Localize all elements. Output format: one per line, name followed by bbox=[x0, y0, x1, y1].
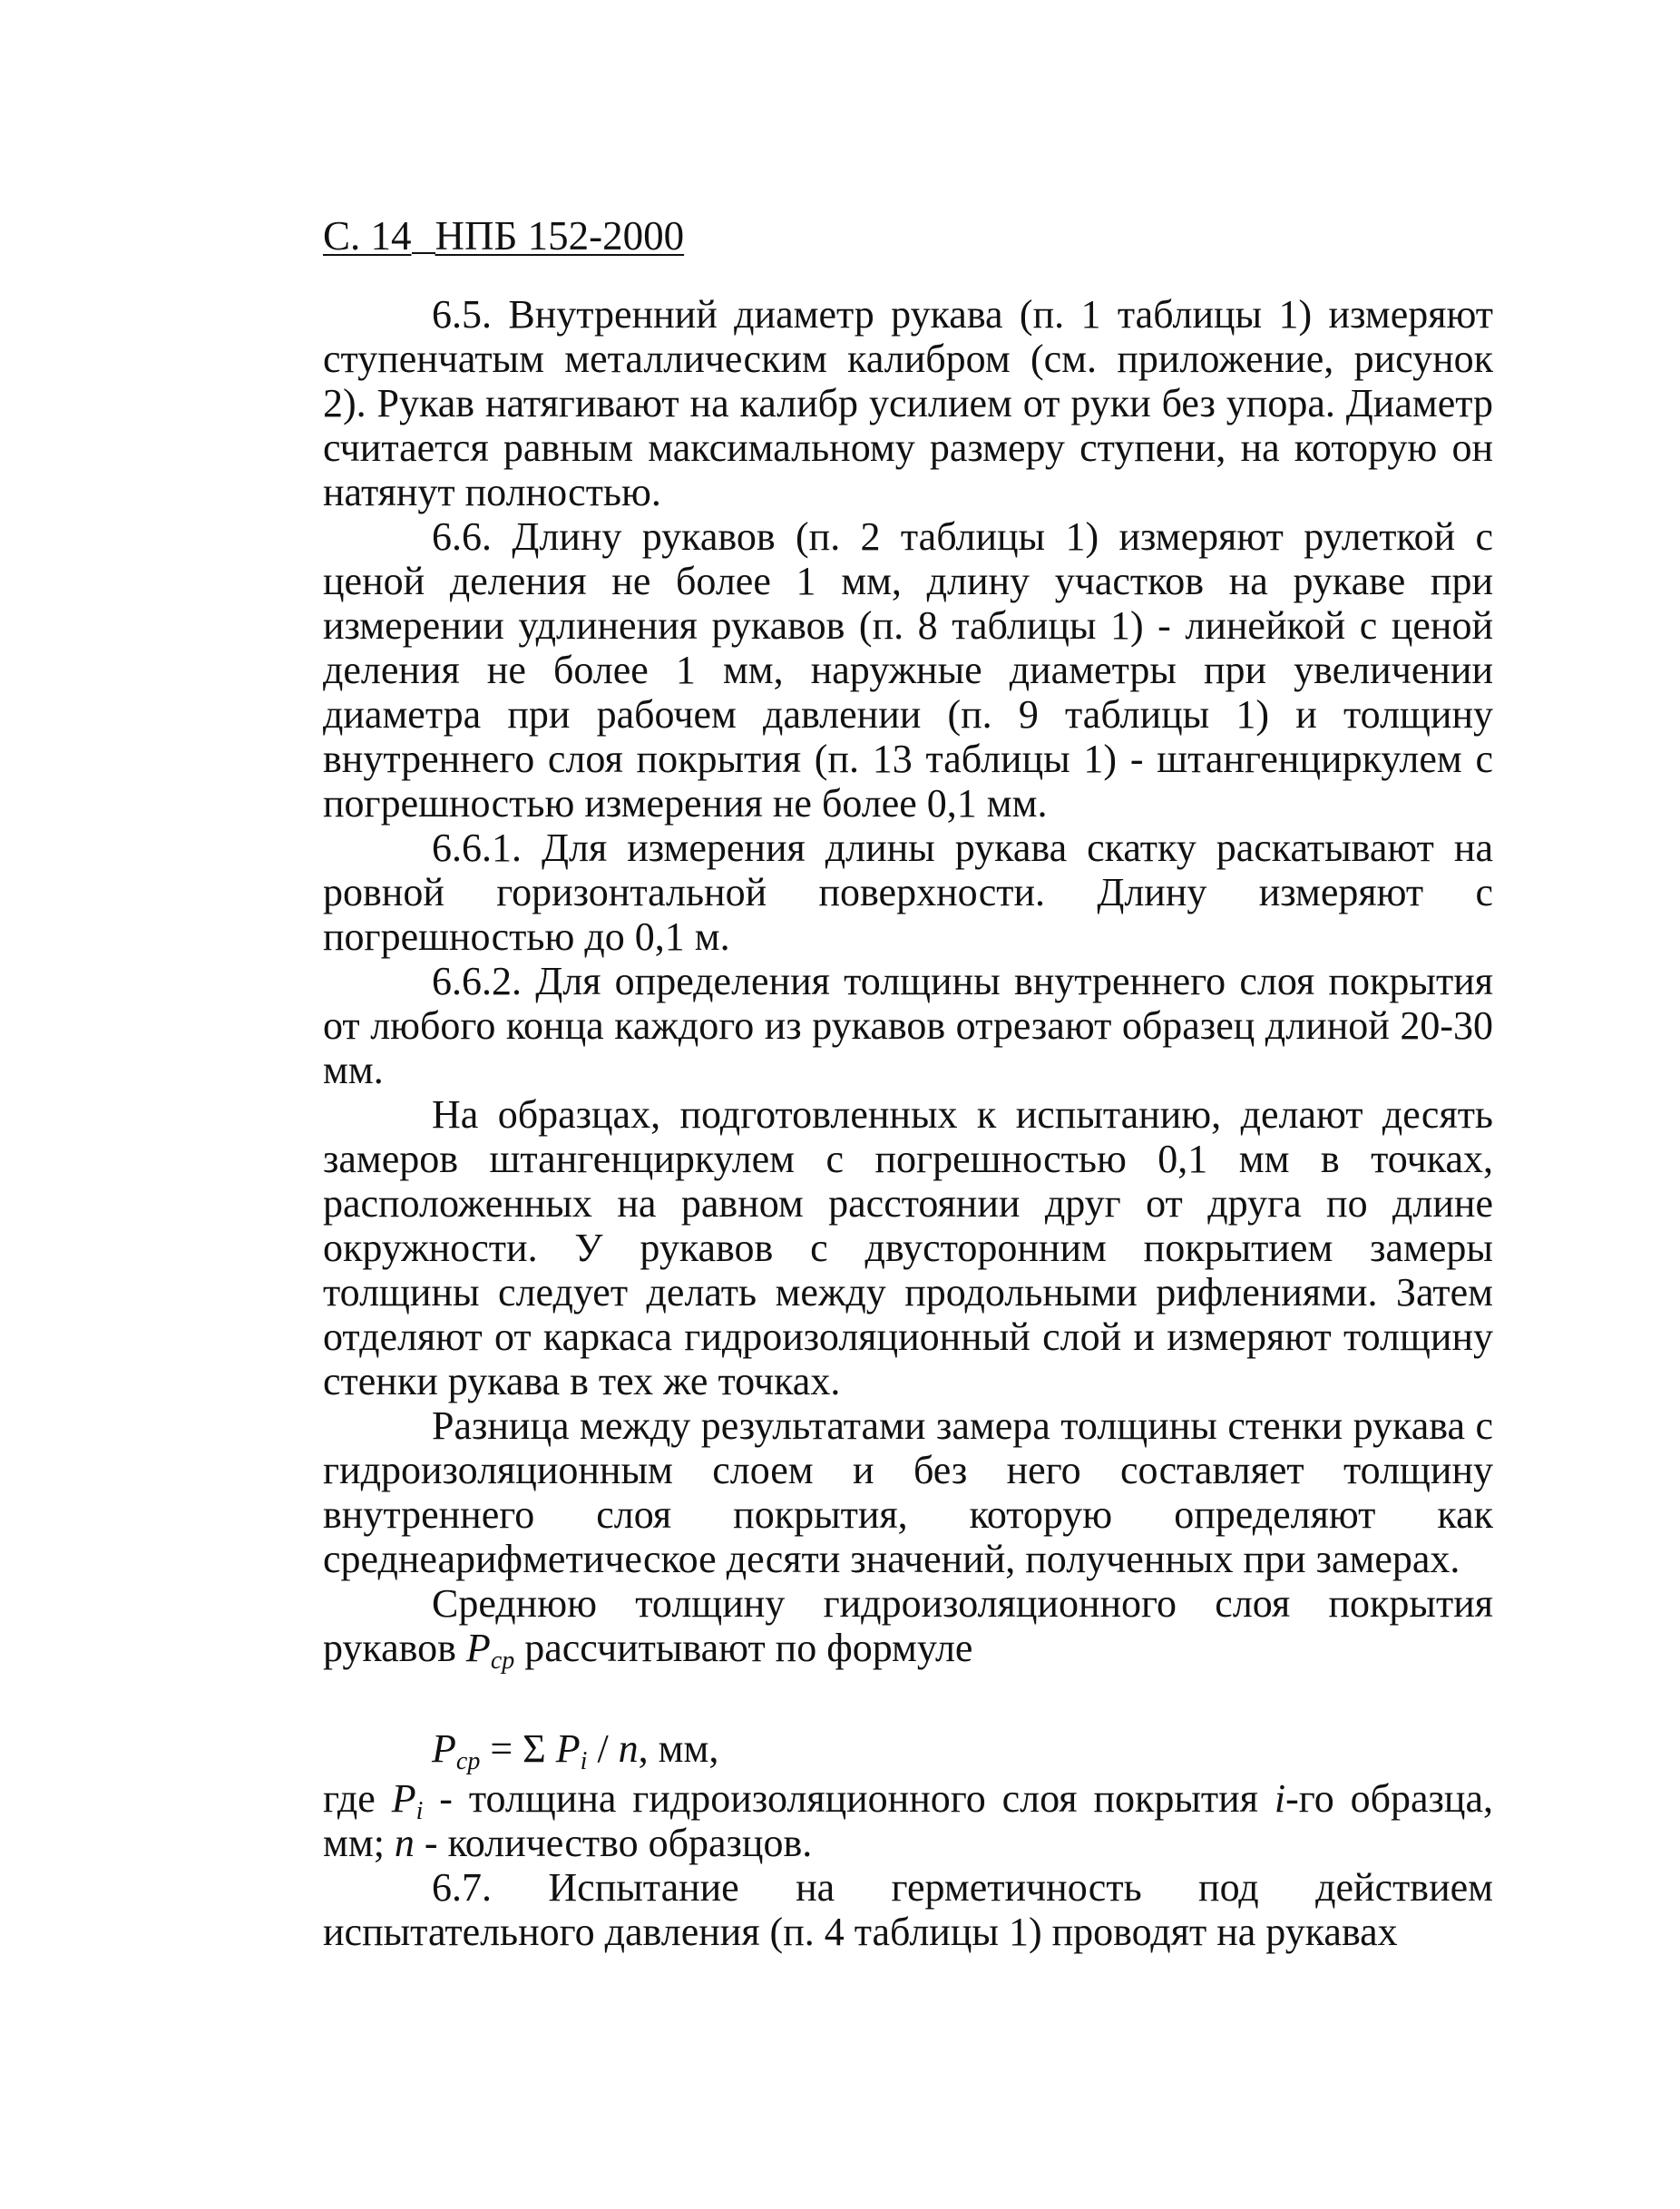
paragraph-6-6-1: 6.6.1. Для измерения длины рукава скатку раскатывают на ровной горизонтальной поверхности. Длину измеряют с погрешностью до 0,1 м. bbox=[323, 826, 1493, 959]
where-text-4: - количество образцов. bbox=[414, 1821, 813, 1865]
paragraph-6-5: 6.5. Внутренний диаметр рукава (п. 1 таблицы 1) измеряют ступенчатым металлическим калибром (см. приложение, рисунок 2). Рукав натягивают на калибр усилием от руки без упора. Диаметр считается равным максимальному размеру ступени, на которую он натянут полностью. bbox=[323, 292, 1493, 514]
where-var-sub: i bbox=[415, 1797, 424, 1825]
paragraph-6-6: 6.6. Длину рукавов (п. 2 таблицы 1) измеряют рулеткой с ценой деления не более 1 мм, длину участков на рукаве при измерении удлинения рукавов (п. 8 таблицы 1) - линейкой с ценой деления не более 1 мм, наружные диаметры при увеличении диаметра при рабочем давлении (п. 9 таблицы 1) и толщину внутреннего слоя покрытия (п. 13 таблицы 1) - штангенциркулем с погрешностью измерения не более 0,1 мм. bbox=[323, 514, 1493, 826]
formula-eq: = Σ bbox=[480, 1726, 556, 1771]
avg-var: P bbox=[465, 1626, 491, 1670]
page-header bbox=[323, 210, 684, 261]
paragraph-difference: Разница между результатами замера толщины стенки рукава с гидроизоляционным слоем и без него составляет толщину внутреннего слоя покрытия, которую определяют как среднеарифметическое десяти значений, полученных при замерах. bbox=[323, 1403, 1493, 1581]
avg-text-2: рассчитывают по формуле bbox=[514, 1626, 973, 1670]
where-text-2: - толщина гидроизоляционного слоя покрытия bbox=[423, 1776, 1275, 1821]
formula-rhs-var: P bbox=[555, 1726, 581, 1771]
formula-n: n bbox=[618, 1726, 639, 1771]
paragraph-6-7: 6.7. Испытание на герметичность под действием испытательного давления (п. 4 таблицы 1) проводят на рукавах bbox=[323, 1865, 1493, 1954]
formula-div: / bbox=[587, 1726, 619, 1771]
where-var: P bbox=[391, 1776, 416, 1821]
formula bbox=[432, 1724, 718, 1774]
paragraph-6-6-2: 6.6.2. Для определения толщины внутреннего слоя покрытия от любого конца каждого из рукавов отрезают образец длиной 20-30 мм. bbox=[323, 959, 1493, 1092]
where-text-1: где bbox=[323, 1776, 392, 1821]
body-text-bottom bbox=[323, 1776, 1493, 1954]
where-i: i bbox=[1274, 1776, 1286, 1821]
where-text-3: -го образца, мм; bbox=[323, 1776, 1493, 1865]
document-id: НПБ 152-2000 bbox=[435, 213, 685, 259]
where-n: n bbox=[394, 1821, 415, 1865]
paragraph-average bbox=[323, 1581, 1493, 1675]
formula-lhs-var: P bbox=[432, 1726, 456, 1771]
page-number: С. 14 bbox=[323, 213, 412, 259]
formula-unit: , мм, bbox=[638, 1726, 719, 1771]
avg-var-sub: ср bbox=[490, 1647, 515, 1675]
avg-text-1: Среднюю толщину гидроизоляционного слоя покрытия рукавов bbox=[323, 1581, 1493, 1670]
formula-lhs-sub: ср bbox=[455, 1747, 481, 1775]
paragraph-samples: На образцах, подготовленных к испытанию, делают десять замеров штангенциркулем с погрешностью 0,1 мм в точках, расположенных на равном расстоянии друг от друга по длине окружности. У рукавов с двусторонним покрытием замеры толщины следует делать между продольными рифлениями. Затем отделяют от каркаса гидроизоляционный слой и измеряют толщину стенки рукава в тех же точках. bbox=[323, 1092, 1493, 1403]
paragraph-where bbox=[323, 1776, 1493, 1865]
body-text-top bbox=[323, 292, 1493, 1675]
header-gap bbox=[412, 210, 435, 254]
formula-rhs-sub: i bbox=[580, 1747, 588, 1775]
